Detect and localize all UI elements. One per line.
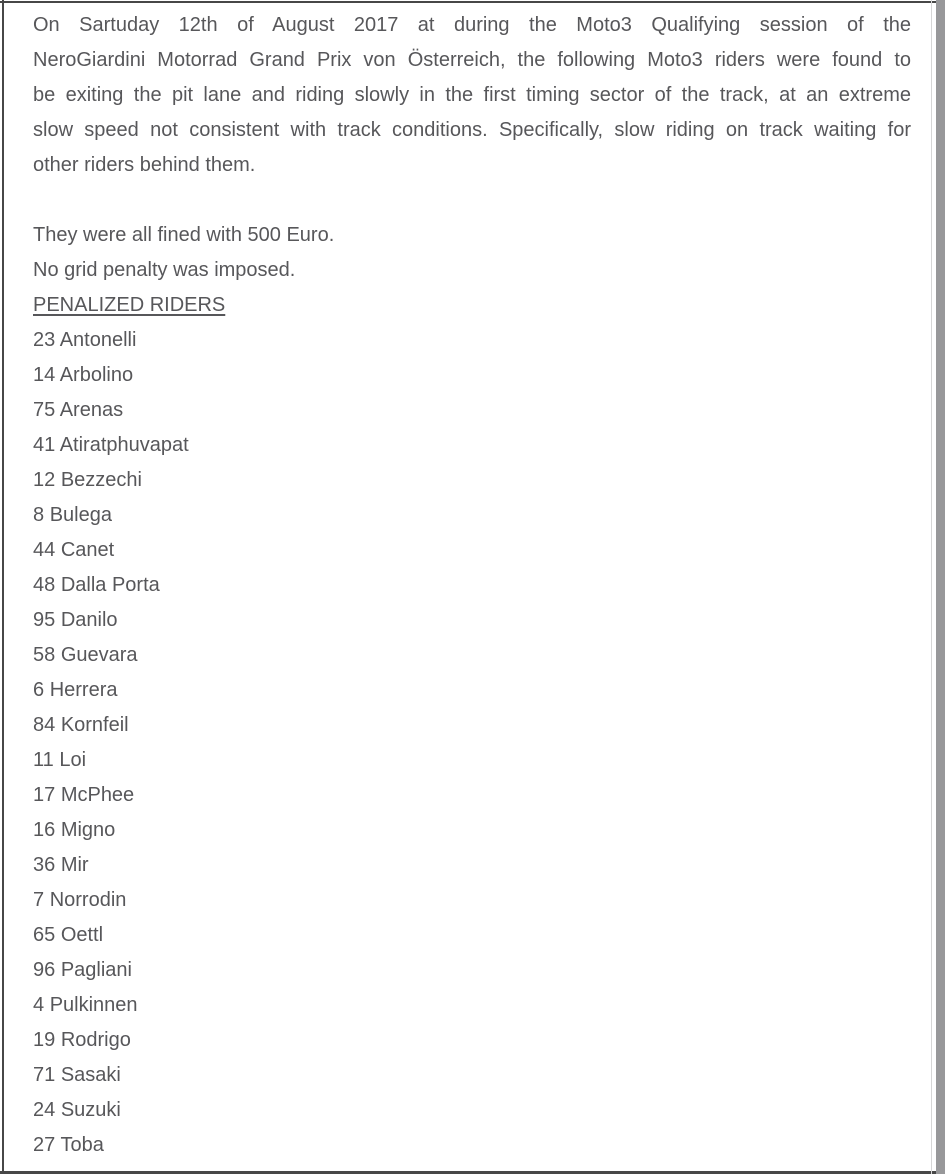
rider-name: Herrera <box>49 679 118 701</box>
rider-number: 16 <box>33 819 56 841</box>
rider-number: 23 <box>33 329 56 351</box>
rider-number: 4 <box>33 994 45 1016</box>
paragraph-line: be exiting the pit lane and riding slowly in the first timing sector of the track, at an extreme <box>33 84 911 106</box>
rider-number: 71 <box>33 1064 56 1086</box>
paragraph-line: On Sartuday 12th of August 2017 at during the Moto3 Qualifying session of the <box>33 14 911 36</box>
rider-row <box>33 883 911 918</box>
rider-number: 27 <box>33 1134 56 1156</box>
blank-line <box>33 183 911 218</box>
document-body <box>33 8 911 1163</box>
rider-row <box>33 498 911 533</box>
penalized-riders-heading: PENALIZED RIDERS <box>33 294 226 316</box>
rider-name: Rodrigo <box>60 1029 131 1051</box>
rider-row <box>33 323 911 358</box>
rider-name: Loi <box>59 749 87 771</box>
content-edge-line <box>931 0 932 1174</box>
rider-name: Bezzechi <box>60 469 142 491</box>
rider-number: 14 <box>33 364 56 386</box>
intro-paragraph <box>33 8 911 183</box>
rider-row <box>33 708 911 743</box>
rider-row <box>33 813 911 848</box>
rider-row <box>33 743 911 778</box>
right-side-bar <box>936 0 945 1174</box>
rider-name: Pagliani <box>60 959 132 981</box>
rider-row <box>33 1093 911 1128</box>
rider-name: Arenas <box>59 399 124 421</box>
rider-number: 7 <box>33 889 45 911</box>
rider-number: 19 <box>33 1029 56 1051</box>
penalty-line: No grid penalty was imposed. <box>33 259 296 281</box>
rider-row <box>33 393 911 428</box>
rider-row <box>33 953 911 988</box>
rider-number: 96 <box>33 959 56 981</box>
rider-number: 17 <box>33 784 56 806</box>
rider-number: 8 <box>33 504 45 526</box>
rider-row <box>33 463 911 498</box>
rider-name: Mir <box>60 854 89 876</box>
rider-name: Norrodin <box>49 889 127 911</box>
rider-number: 24 <box>33 1099 56 1121</box>
rider-name: Antonelli <box>59 329 137 351</box>
rider-list <box>33 323 911 1163</box>
rider-number: 58 <box>33 644 56 666</box>
rider-name: Oettl <box>60 924 104 946</box>
rider-name: McPhee <box>60 784 135 806</box>
rider-row <box>33 533 911 568</box>
rider-name: Atiratphuvapat <box>59 434 189 456</box>
rider-name: Danilo <box>60 609 118 631</box>
rider-row <box>33 638 911 673</box>
rider-row <box>33 1128 911 1163</box>
rider-name: Arbolino <box>59 364 134 386</box>
paragraph-line: other riders behind them. <box>33 154 256 176</box>
rider-row <box>33 358 911 393</box>
rider-name: Bulega <box>49 504 112 526</box>
rider-name: Canet <box>60 539 115 561</box>
rider-name: Toba <box>60 1134 104 1156</box>
rider-number: 44 <box>33 539 56 561</box>
rider-row <box>33 778 911 813</box>
rider-name: Guevara <box>60 644 138 666</box>
left-border <box>2 0 4 1174</box>
rider-name: Kornfeil <box>60 714 129 736</box>
rider-row <box>33 568 911 603</box>
paragraph-line: NeroGiardini Motorrad Grand Prix von Österreich, the following Moto3 riders were found to <box>33 49 911 71</box>
rider-row <box>33 988 911 1023</box>
rider-row <box>33 428 911 463</box>
rider-number: 12 <box>33 469 56 491</box>
rider-row <box>33 848 911 883</box>
top-border <box>0 1 936 3</box>
rider-number: 84 <box>33 714 56 736</box>
rider-name: Migno <box>60 819 116 841</box>
rider-row <box>33 603 911 638</box>
paragraph-line: slow speed not consistent with track conditions. Specifically, slow riding on track waiting for <box>33 119 911 141</box>
rider-number: 95 <box>33 609 56 631</box>
rider-row <box>33 918 911 953</box>
rider-name: Pulkinnen <box>49 994 138 1016</box>
rider-name: Sasaki <box>60 1064 121 1086</box>
rider-number: 75 <box>33 399 56 421</box>
rider-number: 11 <box>33 749 54 771</box>
rider-row <box>33 1023 911 1058</box>
rider-name: Suzuki <box>60 1099 121 1121</box>
rider-name: Dalla Porta <box>60 574 160 596</box>
rider-number: 36 <box>33 854 56 876</box>
rider-row <box>33 1058 911 1093</box>
rider-number: 41 <box>33 434 56 456</box>
rider-number: 6 <box>33 679 45 701</box>
rider-number: 65 <box>33 924 56 946</box>
rider-row <box>33 673 911 708</box>
fine-line: They were all fined with 500 Euro. <box>33 224 335 246</box>
rider-number: 48 <box>33 574 56 596</box>
